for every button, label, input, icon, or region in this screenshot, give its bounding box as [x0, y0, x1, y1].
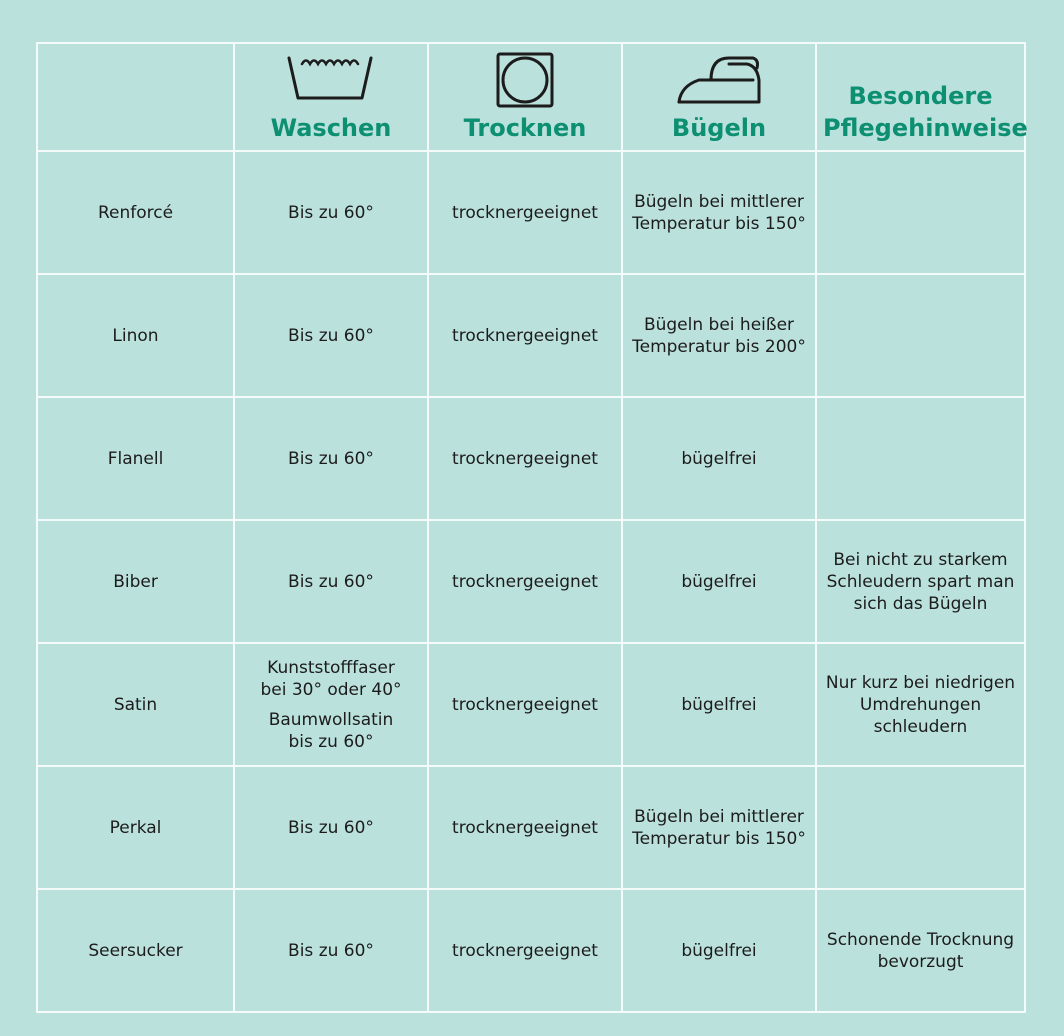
- care-table: [36, 42, 1026, 1013]
- hinweis-cell: [816, 889, 1025, 1012]
- waschen-cell: Bis zu 60°: [234, 766, 428, 889]
- buegeln-cell: bügelfrei: [622, 643, 816, 766]
- fabric-name: Satin: [37, 643, 234, 766]
- table-row: [37, 520, 1025, 643]
- header-trocknen-label: Trocknen: [463, 114, 587, 142]
- header-buegeln-label: Bügeln: [671, 114, 767, 142]
- buegeln-cell: [622, 766, 816, 889]
- iron-icon: [673, 52, 765, 108]
- table-row: [37, 643, 1025, 766]
- waschen-cell: [234, 643, 428, 766]
- header-besondere-line2: Pflegehinweise: [823, 114, 1028, 142]
- hinweis-line: sich das Bügeln: [853, 593, 988, 614]
- buegeln-cell: bügelfrei: [622, 520, 816, 643]
- waschen-line: bei 30° oder 40°: [260, 679, 402, 700]
- hinweis-cell: [816, 397, 1025, 520]
- buegeln-cell: [622, 274, 816, 397]
- fabric-name: Linon: [37, 274, 234, 397]
- hinweis-line: Schleudern spart man: [826, 571, 1015, 592]
- hinweis-line: Bei nicht zu starkem: [833, 549, 1008, 570]
- header-waschen: [234, 43, 428, 151]
- corner-cell: [37, 43, 234, 151]
- header-besondere-line1: Besondere: [848, 82, 993, 110]
- hinweis-cell: [816, 643, 1025, 766]
- fabric-name: Perkal: [37, 766, 234, 889]
- buegeln-line: Temperatur bis 150°: [632, 213, 806, 234]
- buegeln-line: Bügeln bei heißer: [643, 314, 795, 335]
- waschen-line: Baumwollsatin: [268, 709, 394, 730]
- fabric-name: Biber: [37, 520, 234, 643]
- header-trocknen: [428, 43, 622, 151]
- hinweis-cell: [816, 274, 1025, 397]
- hinweis-line: Umdrehungen: [859, 694, 982, 715]
- header-buegeln: [622, 43, 816, 151]
- fabric-name: Seersucker: [37, 889, 234, 1012]
- hinweis-line: Schonende Trocknung: [826, 929, 1015, 950]
- waschen-cell: Bis zu 60°: [234, 274, 428, 397]
- hinweis-line: bevorzugt: [877, 951, 964, 972]
- fabric-name: Flanell: [37, 397, 234, 520]
- table-row: [37, 397, 1025, 520]
- waschen-line: Kunststofffaser: [267, 657, 395, 678]
- wash-tub-icon: [286, 52, 376, 106]
- buegeln-cell: bügelfrei: [622, 889, 816, 1012]
- buegeln-line: Bügeln bei mittlerer: [634, 806, 804, 827]
- buegeln-cell: [622, 151, 816, 274]
- hinweis-line: schleudern: [873, 716, 968, 737]
- header-waschen-label: Waschen: [270, 114, 392, 142]
- trocknen-cell: trocknergeeignet: [428, 151, 622, 274]
- trocknen-cell: trocknergeeignet: [428, 520, 622, 643]
- trocknen-cell: trocknergeeignet: [428, 274, 622, 397]
- table-row: [37, 274, 1025, 397]
- waschen-cell: Bis zu 60°: [234, 151, 428, 274]
- fabric-name: Renforcé: [37, 151, 234, 274]
- waschen-cell: Bis zu 60°: [234, 520, 428, 643]
- header-besondere: [816, 43, 1028, 151]
- header-row: [37, 43, 1025, 151]
- hinweis-line: Nur kurz bei niedrigen: [825, 672, 1016, 693]
- trocknen-cell: trocknergeeignet: [428, 643, 622, 766]
- table-row: [37, 151, 1025, 274]
- table-row: [37, 889, 1025, 1012]
- buegeln-line: Temperatur bis 150°: [632, 828, 806, 849]
- waschen-cell: Bis zu 60°: [234, 397, 428, 520]
- hinweis-cell: [816, 766, 1025, 889]
- trocknen-cell: trocknergeeignet: [428, 397, 622, 520]
- trocknen-cell: trocknergeeignet: [428, 766, 622, 889]
- waschen-line: bis zu 60°: [288, 731, 374, 752]
- tumble-dry-icon: [494, 52, 556, 108]
- hinweis-cell: [816, 520, 1025, 643]
- buegeln-cell: bügelfrei: [622, 397, 816, 520]
- buegeln-line: Temperatur bis 200°: [632, 336, 806, 357]
- hinweis-cell: [816, 151, 1025, 274]
- table-row: [37, 766, 1025, 889]
- trocknen-cell: trocknergeeignet: [428, 889, 622, 1012]
- buegeln-line: Bügeln bei mittlerer: [634, 191, 804, 212]
- waschen-cell: Bis zu 60°: [234, 889, 428, 1012]
